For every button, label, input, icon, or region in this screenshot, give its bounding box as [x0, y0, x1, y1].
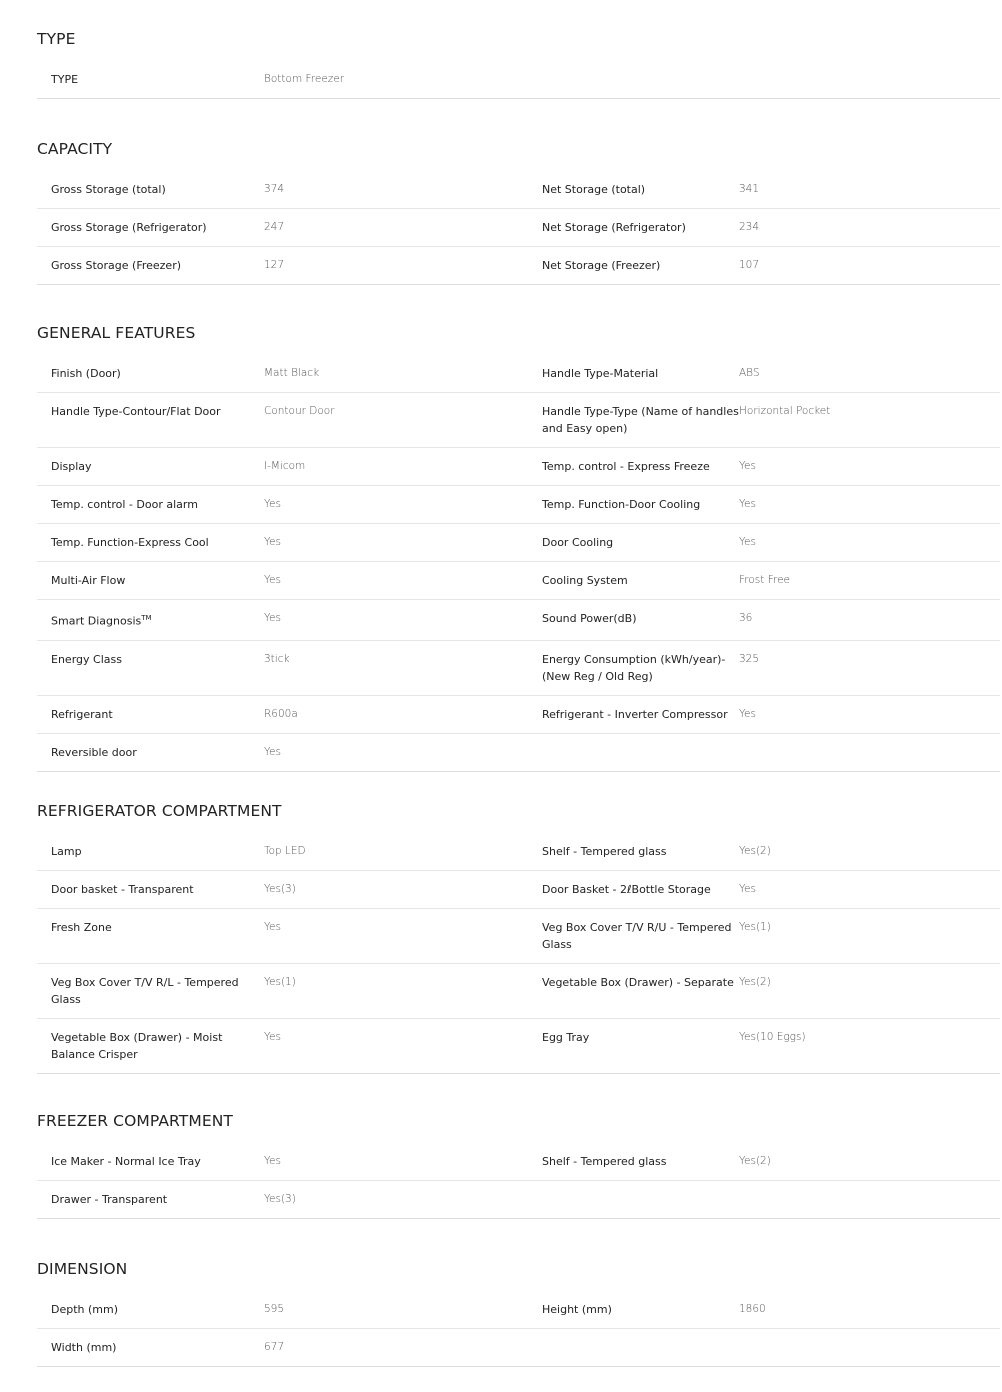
spec-item: [37, 486, 527, 523]
spec-label-text: Handle Type-Material: [542, 367, 659, 380]
spec-label: [37, 1329, 249, 1366]
spec-label-text: Refrigerant - Inverter Compressor: [542, 707, 728, 721]
spec-label: [37, 562, 249, 599]
spec-row: [37, 600, 1000, 641]
spec-row: [37, 1329, 1000, 1366]
spec-label: [37, 1143, 249, 1180]
spec-row: [37, 909, 1000, 964]
spec-label: [37, 641, 249, 695]
spec-value: Yes(1): [264, 976, 296, 988]
spec-row: [37, 524, 1000, 562]
spec-value: 107: [739, 259, 760, 271]
spec-value: Frost Free: [739, 574, 790, 586]
spec-table: [37, 833, 1000, 1074]
spec-item: [37, 1019, 527, 1073]
spec-item: [37, 209, 527, 246]
spec-row: [37, 209, 1000, 247]
spec-label-text: Handle Type-Contour/Flat Door: [51, 405, 221, 418]
spec-label: [37, 209, 249, 246]
spec-value: R600a: [264, 707, 298, 720]
section-title: CAPACITY: [37, 140, 113, 158]
spec-table: [37, 61, 1000, 99]
spec-item: [37, 562, 527, 599]
spec-label-text: Vegetable Box (Drawer) - Separate: [542, 976, 734, 989]
spec-section-dimension: [37, 1257, 1000, 1367]
spec-value: Yes: [264, 536, 281, 548]
spec-label-text: Veg Box Cover T/V R/U - Tempered Glass: [542, 921, 732, 951]
spec-value: Yes: [264, 612, 281, 624]
spec-label: [37, 871, 249, 908]
spec-label-text: Gross Storage (Freezer): [51, 259, 182, 272]
spec-label-text: Drawer - Transparent: [51, 1193, 168, 1206]
spec-value: Yes: [739, 883, 756, 895]
spec-row: [37, 355, 1000, 393]
spec-item: [527, 833, 1000, 870]
spec-row: [37, 247, 1000, 284]
spec-label: [527, 486, 739, 523]
spec-label-text: Egg Tray: [542, 1031, 590, 1044]
spec-item: [37, 734, 527, 771]
spec-item: [37, 871, 527, 908]
spec-label-text: Lamp: [51, 845, 82, 858]
spec-value: I-Micom: [264, 460, 306, 472]
spec-label: [37, 448, 249, 485]
spec-label: [527, 696, 739, 733]
spec-row: [37, 1019, 1000, 1073]
spec-value: Yes: [264, 921, 281, 933]
spec-label: [527, 355, 739, 392]
spec-row: [37, 1143, 1000, 1181]
section-title: TYPE: [37, 30, 76, 48]
spec-label: [37, 600, 249, 640]
spec-item: [527, 964, 1000, 1018]
spec-label: [527, 448, 739, 485]
spec-item: [527, 247, 1000, 284]
spec-label: [37, 171, 249, 208]
spec-value: Contour Door: [264, 405, 335, 417]
spec-item: [37, 909, 527, 963]
spec-item: [527, 448, 1000, 485]
spec-label: [527, 524, 739, 561]
spec-row: [37, 393, 1000, 448]
spec-label-text: TYPE: [51, 73, 79, 86]
spec-item: [527, 171, 1000, 208]
spec-value: 127: [264, 259, 285, 271]
spec-value: 36: [739, 612, 753, 624]
spec-value: 325: [739, 652, 760, 665]
spec-value: Yes(2): [739, 976, 771, 988]
spec-label: [37, 909, 249, 963]
spec-value: Yes(3): [264, 883, 296, 895]
spec-row: [37, 1181, 1000, 1218]
spec-section-general-features: [37, 321, 1000, 772]
spec-value: Yes(1): [739, 921, 771, 933]
spec-item: [37, 61, 527, 98]
spec-label-text: Temp. Function-Door Cooling: [542, 498, 701, 511]
spec-section-capacity: [37, 137, 1000, 285]
spec-item: [527, 696, 1000, 733]
spec-item: [37, 448, 527, 485]
spec-label-text: Shelf - Tempered glass: [542, 845, 667, 858]
spec-row: [37, 696, 1000, 734]
spec-value: Yes: [264, 574, 281, 586]
spec-label: [37, 355, 249, 392]
spec-value: Yes(10 Eggs): [739, 1031, 806, 1043]
spec-label: [37, 1291, 249, 1328]
spec-row: [37, 486, 1000, 524]
spec-value: 374: [264, 183, 285, 195]
spec-value: Yes: [739, 498, 756, 510]
spec-label-text: Net Storage (total): [542, 183, 646, 196]
spec-label-text: Temp. control - Door alarm: [51, 498, 198, 511]
spec-item: [37, 641, 527, 695]
spec-label-text: Refrigerant: [51, 707, 113, 721]
spec-value: Yes: [739, 460, 756, 472]
spec-value: 677: [264, 1341, 285, 1353]
spec-value: Yes: [264, 498, 281, 510]
spec-item: [527, 1143, 1000, 1180]
spec-label: [527, 641, 739, 695]
spec-value: ABS: [739, 367, 760, 379]
spec-item: [37, 393, 527, 447]
spec-item: [37, 171, 527, 208]
spec-label: [37, 486, 249, 523]
spec-label: [37, 524, 249, 561]
spec-label-text: Ice Maker - Normal Ice Tray: [51, 1155, 201, 1168]
spec-label-text: Door Cooling: [542, 536, 614, 549]
spec-label-text: Multi-Air Flow: [51, 574, 126, 587]
spec-item: [37, 524, 527, 561]
spec-label: [527, 247, 739, 284]
spec-item: [37, 696, 527, 733]
spec-value: 1860: [739, 1303, 766, 1315]
spec-label: [527, 600, 739, 640]
spec-label-text: Net Storage (Freezer): [542, 259, 661, 272]
spec-label: [527, 1019, 739, 1073]
spec-label-text: Gross Storage (Refrigerator): [51, 221, 207, 234]
spec-item: [527, 209, 1000, 246]
spec-label: [37, 247, 249, 284]
spec-value: Yes: [739, 707, 756, 720]
spec-label: [527, 833, 739, 870]
spec-value: Horizontal Pocket: [739, 405, 831, 417]
spec-value: Matt Black: [264, 367, 320, 379]
spec-table: [37, 355, 1000, 772]
spec-value: Yes: [264, 745, 281, 758]
spec-label: [37, 1019, 249, 1073]
spec-label-text: Reversible door: [51, 745, 137, 759]
section-title: FREEZER COMPARTMENT: [37, 1112, 233, 1130]
spec-item: [527, 641, 1000, 695]
spec-label-text: Display: [51, 460, 92, 473]
spec-value: Yes(2): [739, 1155, 771, 1167]
spec-label: [37, 696, 249, 733]
spec-row: [37, 171, 1000, 209]
spec-label: [527, 171, 739, 208]
spec-label-text: Door Basket - 2ℓBottle Storage: [542, 883, 711, 896]
spec-item: [527, 1019, 1000, 1073]
spec-label-text: Veg Box Cover T/V R/L - Tempered Glass: [51, 976, 239, 1006]
spec-label-text: Sound Power(dB): [542, 612, 637, 625]
spec-label-text: Finish (Door): [51, 367, 121, 380]
spec-label-text: Temp. Function-Express Cool: [51, 536, 209, 549]
spec-item: [527, 393, 1000, 447]
spec-table: [37, 171, 1000, 285]
spec-label-text: Shelf - Tempered glass: [542, 1155, 667, 1168]
spec-label: [527, 871, 739, 908]
spec-item: [37, 1181, 527, 1218]
spec-row: [37, 734, 1000, 771]
spec-value: Yes: [264, 1031, 281, 1043]
spec-label-text: Gross Storage (total): [51, 183, 166, 196]
spec-label-text: Handle Type-Type (Name of handles and Easy open): [542, 405, 739, 435]
spec-row: [37, 1291, 1000, 1329]
spec-item: [527, 355, 1000, 392]
spec-table: [37, 1291, 1000, 1367]
spec-value: 234: [739, 221, 760, 233]
spec-label-text: Width (mm): [51, 1341, 117, 1354]
spec-label-text: Height (mm): [542, 1303, 612, 1316]
spec-row: [37, 964, 1000, 1019]
spec-item: [527, 871, 1000, 908]
spec-label-text: Energy Consumption (kWh/year)-(New Reg / Old Reg): [542, 652, 726, 683]
spec-label-text: Net Storage (Refrigerator): [542, 221, 686, 234]
spec-row: [37, 562, 1000, 600]
spec-value: 341: [739, 183, 760, 195]
spec-label-text: Cooling System: [542, 574, 628, 587]
spec-label: [37, 393, 249, 447]
spec-item: [37, 964, 527, 1018]
spec-item: [37, 1143, 527, 1180]
spec-item: [527, 600, 1000, 640]
section-title: DIMENSION: [37, 1260, 128, 1278]
section-title: REFRIGERATOR COMPARTMENT: [37, 802, 282, 820]
section-title: GENERAL FEATURES: [37, 324, 196, 342]
spec-item: [37, 247, 527, 284]
spec-label-text: Vegetable Box (Drawer) - Moist Balance Crisper: [51, 1031, 223, 1061]
spec-row: [37, 61, 1000, 98]
spec-label: [527, 964, 739, 1018]
spec-item: [527, 524, 1000, 561]
spec-label: [527, 1143, 739, 1180]
spec-item: [527, 562, 1000, 599]
spec-label: [527, 562, 739, 599]
spec-label-text: Energy Class: [51, 652, 122, 666]
spec-label-text: Fresh Zone: [51, 921, 112, 934]
spec-section-refrigerator-compartment: [37, 799, 1000, 1074]
spec-label: [37, 61, 249, 98]
spec-label: [37, 734, 249, 771]
spec-label: [527, 209, 739, 246]
trademark-superscript: TM: [141, 614, 152, 622]
spec-label: [37, 833, 249, 870]
spec-value: Yes: [739, 536, 756, 548]
spec-item: [527, 486, 1000, 523]
spec-label-text: Depth (mm): [51, 1303, 119, 1316]
spec-label: [527, 1291, 739, 1328]
spec-value: Top LED: [264, 845, 306, 857]
spec-value: Yes(2): [739, 845, 771, 857]
spec-section-type: [37, 27, 1000, 99]
spec-label: [527, 393, 739, 447]
spec-value: Yes: [264, 1155, 281, 1167]
spec-item: [37, 1329, 527, 1366]
spec-section-freezer-compartment: [37, 1109, 1000, 1219]
spec-row: [37, 871, 1000, 909]
spec-label: [37, 964, 249, 1018]
spec-item: [527, 1291, 1000, 1328]
spec-row: [37, 448, 1000, 486]
spec-label: [527, 909, 739, 963]
spec-item: [37, 833, 527, 870]
spec-item: [37, 600, 527, 640]
spec-label-text: Temp. control - Express Freeze: [542, 460, 710, 473]
spec-label-text: Smart Diagnosis: [51, 614, 142, 628]
spec-value: Bottom Freezer: [264, 73, 345, 85]
spec-value: 247: [264, 221, 285, 233]
spec-table: [37, 1143, 1000, 1219]
spec-value: 595: [264, 1303, 285, 1315]
spec-item: [37, 355, 527, 392]
spec-label-text: Door basket - Transparent: [51, 883, 194, 896]
spec-value: 3tick: [264, 652, 290, 665]
spec-row: [37, 833, 1000, 871]
spec-item: [37, 1291, 527, 1328]
spec-row: [37, 641, 1000, 696]
spec-item: [527, 909, 1000, 963]
spec-value: Yes(3): [264, 1193, 296, 1205]
spec-label: [37, 1181, 249, 1218]
